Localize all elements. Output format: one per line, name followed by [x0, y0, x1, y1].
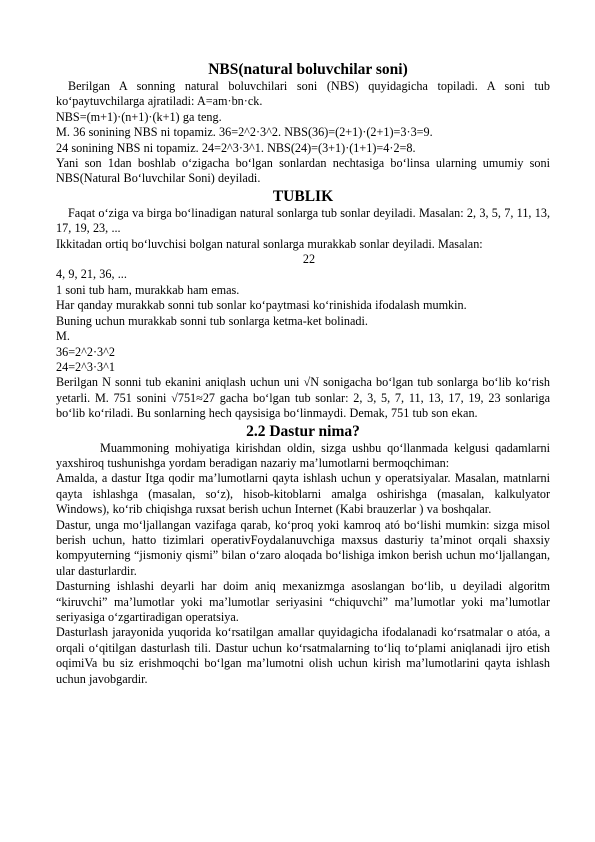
factorization-36: 36=2^2·3^2: [56, 344, 115, 359]
heading-tublik: TUBLIK: [272, 187, 334, 205]
nbs-example-24: 24 sonining NBS ni topamiz. 24=2^3·3^1. NBS(24)=(3+1)·(1+1)=4·2=8.: [56, 140, 416, 155]
dastur-intro-paragraph: Muammoning mohiyatiga kirishdan oldin, sizga ushbu qo‘llanmada kelgusi qadamlarni yaxshiroq tushunishga yordam beradigan nazariy ma’lumotlarni bermoqchiman:: [56, 440, 550, 470]
dastur-paragraph-4: Dasturning ishlashi deyarli har doim aniq mexanizmga asoslangan bo‘lib, u deyiladi algoritm “kiruvchi” ma’lumotlar yoki ma’lumotlar seriyasini “chiquvchi” ma’lumotlar yoki ma’lumotlar seriyasiga o‘zgartiradigan operatsiya.: [56, 579, 550, 624]
primality-test-paragraph: Berilgan N sonni tub ekanini aniqlash uchun uni √N sonigacha bo‘lgan tub sonlarga bo‘lib ko‘rish yetarli. M. 751 sonini √751≈27 gacha bo‘lgan tub sonlar: 2, 3, 5, 7, 11, 13, 17, 19, 23 sonlariga bo‘lib ko‘riladi. Bu sonlarning hech qaysisiga bo‘linmaydi. Demak, 751 tub son ekan.: [56, 375, 550, 421]
dastur-paragraph-3: Dastur, unga mo‘ljallangan vazifaga qarab, ko‘proq yoki kamroq ató bo‘lishi mumkin: sizga misol berish uchun, hatto tizimlari operativFoydalanuvchiga maxsus dasturiy ta’minot orqali shaxsiy kompyuterning “jismoniy qismi” bilan o‘zaro aloqada bo‘lishiga imkon berish uchun mo‘ljallangan, ular dasturlardir.: [56, 517, 550, 578]
nbs-intro-paragraph: Berilgan A sonning natural boluvchilari soni (NBS) quyidagicha topiladi. A soni tub ko‘paytuvchilarga ajratiladi: A=am·bn·ck.: [56, 79, 550, 109]
tub-definition-paragraph: Faqat o‘ziga va birga bo‘linadigan natural sonlarga tub sonlar deyiladi. Masalan: 2, 3, 5, 7, 11, 13, 17, 19, 23, ...: [56, 205, 550, 236]
one-note: 1 soni tub ham, murakkab ham emas.: [56, 282, 240, 297]
factorization-note: Har qanday murakkab sonni tub sonlar ko‘paytmasi ko‘rinishida ifodalash mumkin.: [56, 298, 467, 313]
document-page: [56, 60, 550, 687]
page-number: 22: [302, 252, 316, 267]
murakkab-examples: 4, 9, 21, 36, ...: [56, 267, 127, 282]
dastur-paragraph-2: Amalda, a dastur Itga qodir ma’lumotlarni qayta ishlash uchun y operatsiyalar. Masalan, matnlarni qayta ishlashga (masalan, so‘z), hisob-kitoblarni amalga oshirishga (masalan, kalkulyator Windows), ko‘rib chiqishga ruxsat berish uchun Internet (Kabi brauzerlar ) va boshqalar.: [56, 471, 550, 517]
heading-nbs: NBS(natural boluvchilar soni): [208, 61, 408, 78]
dastur-paragraph-5: Dasturlash jarayonida yuqorida ko‘rsatilgan amallar quyidagicha ifodalanadi ko‘rsatmalar o atóa, a orqali o‘qitilgan dasturlash tili. Dastur uchun ko‘rsatmalarning to‘liq to‘plami aniqlanadi ijro etish oqimiVa bu siz erishmoqchi bo‘lgan ma’lumotni olish uchun kirish ma’lumotlarini qayta ishlash uchun javobgardir.: [56, 625, 550, 686]
example-label: M.: [56, 329, 70, 344]
factorization-24: 24=2^3·3^1: [56, 359, 115, 374]
factorization-method: Buning uchun murakkab sonni tub sonlarga ketma-ket bolinadi.: [56, 313, 368, 328]
nbs-definition-paragraph: Yani son 1dan boshlab o‘zigacha bo‘lgan sonlardan nechtasiga bo‘linsa ularning umumiy soni NBS(Natural Bo‘luvchilar Soni) deyiladi.: [56, 156, 550, 186]
heading-dastur: 2.2 Dastur nima?: [246, 422, 360, 440]
nbs-example-36: M. 36 sonining NBS ni topamiz. 36=2^2·3^2. NBS(36)=(2+1)·(2+1)=3·3=9.: [56, 125, 433, 140]
murakkab-definition-paragraph: Ikkitadan ortiq bo‘luvchisi bolgan natural sonlarga murakkab sonlar deyiladi. Masalan:: [56, 236, 483, 251]
nbs-formula-paragraph: NBS=(m+1)·(n+1)·(k+1) ga teng.: [56, 109, 222, 124]
